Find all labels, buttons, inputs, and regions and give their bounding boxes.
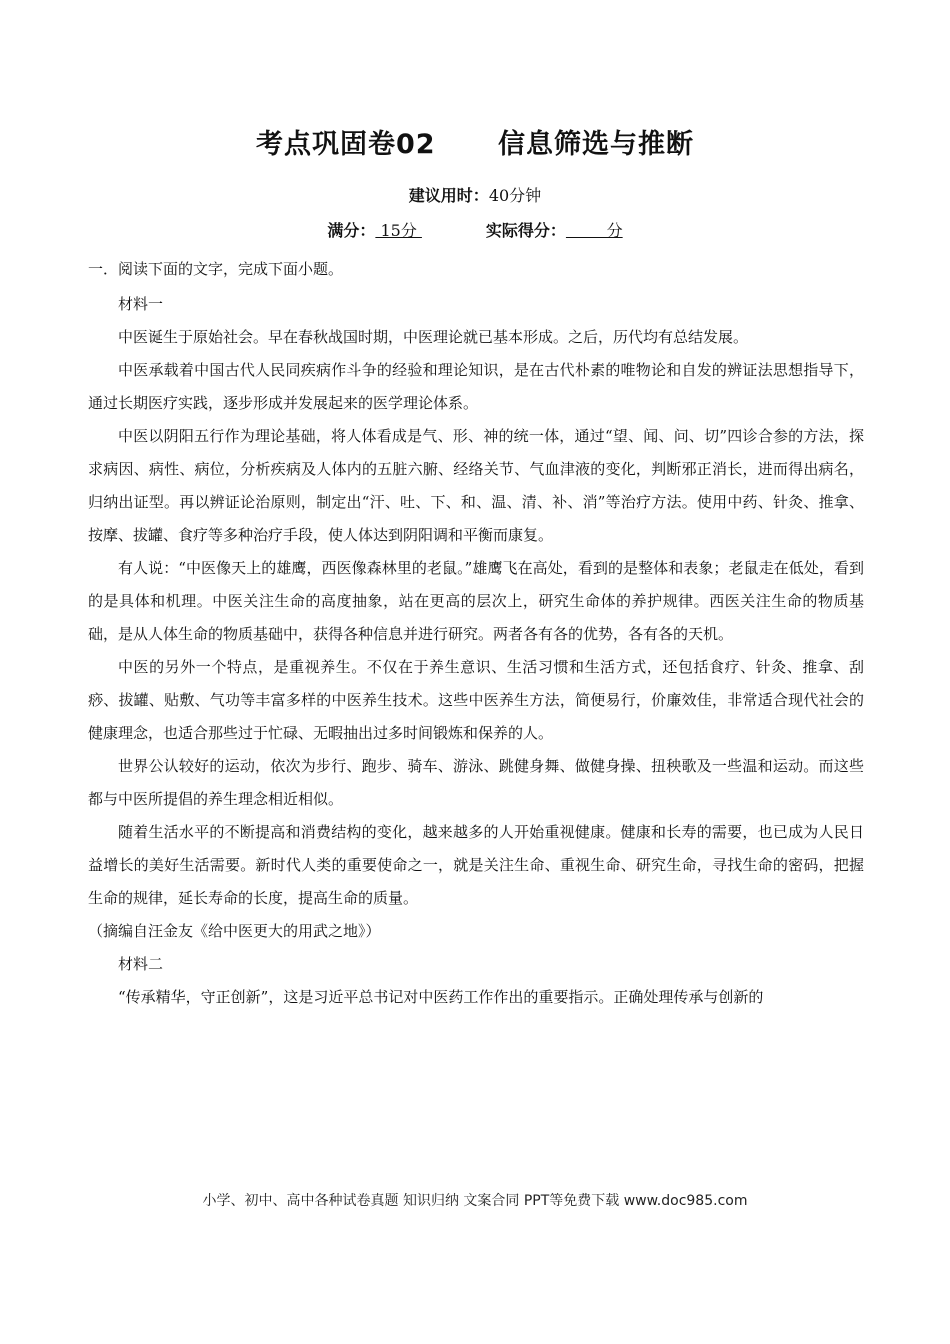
passage-body bbox=[88, 288, 864, 1014]
full-score-label: 满分： bbox=[327, 221, 376, 240]
section-heading: 一．阅读下面的文字，完成下面小题。 bbox=[88, 260, 344, 278]
paragraph: 有人说：“中医像天上的雄鹰，西医像森林里的老鼠。”雄鹰飞在高处，看到的是整体和表象；老鼠走在低处，看到的是具体和机理。中医关注生命的高度抽象，站在更高的层次上，研究生命体的养护规律。西医关注生命的物质基础，是从人体生命的物质基础中，获得各种信息并进行研究。两者各有各的优势，各有各的天机。 bbox=[88, 559, 864, 643]
suggested-time-value: 40分钟 bbox=[488, 186, 542, 205]
actual-score-blank: 分 bbox=[565, 221, 623, 240]
source-citation: （摘编自汪金友《给中医更大的用武之地》） bbox=[88, 922, 381, 940]
material-two-heading: 材料二 bbox=[118, 955, 164, 973]
page-footer: 小学、初中、高中各种试卷真题 知识归纳 文案合同 PPT等免费下载 www.doc985.com bbox=[202, 1193, 748, 1209]
paragraph: 世界公认较好的运动，依次为步行、跑步、骑车、游泳、跳健身舞、做健身操、扭秧歌及一些温和运动。而这些都与中医所提倡的养生理念相近相似。 bbox=[88, 757, 864, 808]
actual-score-label: 实际得分： bbox=[485, 221, 566, 240]
score-line bbox=[0, 218, 950, 241]
suggested-time bbox=[0, 183, 950, 206]
paragraph: 中医以阴阳五行作为理论基础，将人体看成是气、形、神的统一体，通过“望、闻、问、切”四诊合参的方法，探求病因、病性、病位，分析疾病及人体内的五脏六腑、经络关节、气血津液的变化，判断邪正消长，进而得出病名，归纳出证型。再以辨证论治原则，制定出“汗、吐、下、和、温、清、补、消”等治疗方法。使用中药、针灸、推拿、按摩、拔罐、食疗等多种治疗手段，使人体达到阴阳调和平衡而康复。 bbox=[88, 427, 864, 544]
paragraph: 中医的另外一个特点，是重视养生。不仅在于养生意识、生活习惯和生活方式，还包括食疗、针灸、推拿、刮痧、拔罐、贴敷、气功等丰富多样的中医养生技术。这些中医养生方法，简便易行，价廉效佳，非常适合现代社会的健康理念，也适合那些过于忙碌、无暇抽出过多时间锻炼和保养的人。 bbox=[88, 658, 864, 742]
paragraph: 中医承载着中国古代人民同疾病作斗争的经验和理论知识，是在古代朴素的唯物论和自发的辨证法思想指导下，通过长期医疗实践，逐步形成并发展起来的医学理论体系。 bbox=[88, 361, 864, 412]
paragraph: 随着生活水平的不断提高和消费结构的变化，越来越多的人开始重视健康。健康和长寿的需要，也已成为人民日益增长的美好生活需要。新时代人类的重要使命之一，就是关注生命、重视生命、研究生命，寻找生命的密码，把握生命的规律，延长寿命的长度，提高生命的质量。 bbox=[88, 823, 864, 907]
paragraph: 中医诞生于原始社会。早在春秋战国时期，中医理论就已基本形成。之后，历代均有总结发展。 bbox=[118, 328, 749, 346]
suggested-time-label: 建议用时： bbox=[408, 186, 489, 205]
paragraph: “传承精华，守正创新”，这是习近平总书记对中医药工作作出的重要指示。正确处理传承与创新的 bbox=[118, 988, 764, 1006]
full-score-value: 15分 bbox=[375, 221, 422, 240]
material-one-heading: 材料一 bbox=[118, 295, 164, 313]
page-title: 考点巩固卷02 信息筛选与推断 bbox=[256, 129, 694, 160]
